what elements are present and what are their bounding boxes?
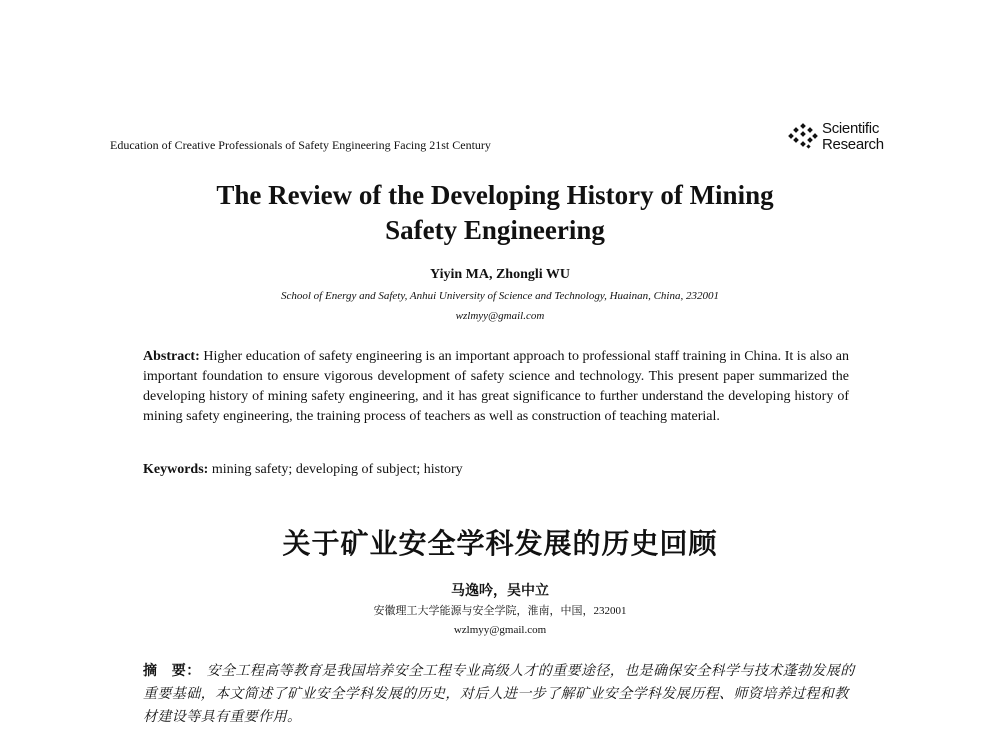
chinese-abstract <box>143 660 855 729</box>
keywords-text: mining safety; developing of subject; history <box>211 462 463 477</box>
english-abstract <box>143 347 849 427</box>
logo-line-2: Research <box>822 136 884 153</box>
chinese-abstract-label: 摘 要： <box>143 664 201 679</box>
english-affiliation: School of Energy and Safety, Anhui University of Science and Technology, Huainan, China, 232001 <box>280 290 719 302</box>
english-title <box>150 178 840 248</box>
english-title-line-2: Safety Engineering <box>385 215 605 245</box>
english-title-line-1: The Review of the Developing History of Mining <box>216 180 774 210</box>
english-keywords <box>143 460 849 480</box>
chinese-title: 关于矿业安全学科发展的历史回顾 <box>282 527 718 560</box>
running-header-title: Education of Creative Professionals of Safety Engineering Facing 21st Century <box>110 138 491 152</box>
english-authors: Yiyin MA, Zhongli WU <box>429 267 571 282</box>
publisher-logo <box>788 121 884 153</box>
english-email: wzlmyy@gmail.com <box>455 310 545 322</box>
logo-text <box>822 121 884 153</box>
abstract-text: Higher education of safety engineering is an important approach to professional staff training in China. It is also an important foundation to ensure vigorous development of safety science and technology. This present paper summarized the developing history of mining safety engineering, and it has great significance to further understand the developing history of mining safety engineering, the training process of teachers as well as construction of teaching material. <box>143 349 850 424</box>
logo-line-1: Scientific <box>822 120 880 137</box>
chinese-email: wzlmyy@gmail.com <box>453 624 547 636</box>
chinese-affiliation: 安徽理工大学能源与安全学院，淮南，中国，232001 <box>373 605 627 617</box>
keywords-label: Keywords: <box>143 462 209 477</box>
scientific-research-logo-icon <box>788 123 818 151</box>
chinese-authors: 马逸吟，吴中立 <box>451 584 549 599</box>
abstract-label: Abstract: <box>143 349 200 364</box>
chinese-abstract-text: 安全工程高等教育是我国培养安全工程专业高级人才的重要途径，也是确保安全科学与技术蓬勃发展的重要基础，本文简述了矿业安全学科发展的历史，对后人进一步了解矿业安全学科发展历程、师资培养过程和教材建设等具有重要作用。 <box>143 664 855 725</box>
